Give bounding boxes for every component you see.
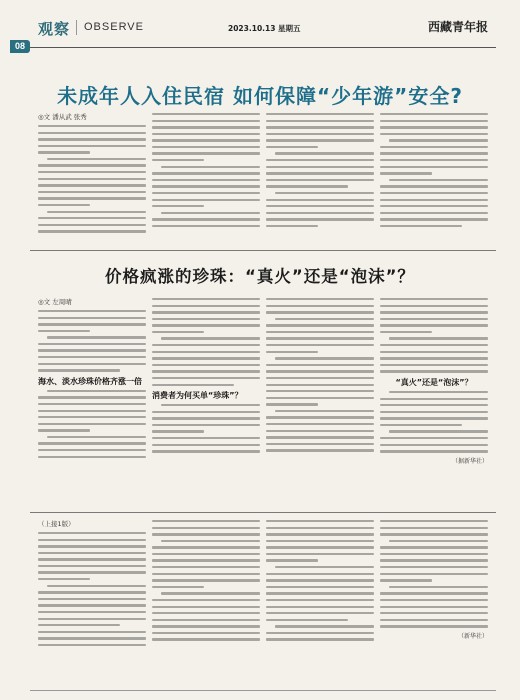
body-text-line xyxy=(380,612,488,614)
body-text-line xyxy=(266,403,318,405)
body-text-line xyxy=(266,619,348,621)
body-text-line xyxy=(266,436,374,438)
body-text-line xyxy=(380,133,488,135)
body-text-line xyxy=(266,113,374,115)
issue-date: 2023.10.13 星期五 xyxy=(228,24,301,33)
article2-callout: “真火”还是“泡沫”？ xyxy=(395,377,473,387)
body-text-line xyxy=(380,566,488,568)
body-text-line xyxy=(380,424,462,426)
body-text-line xyxy=(266,199,374,201)
body-text-line xyxy=(38,545,146,547)
body-text-line xyxy=(266,212,374,214)
body-text-line xyxy=(266,324,374,326)
body-text-line xyxy=(380,199,488,201)
body-text-line xyxy=(266,384,374,386)
body-text-line xyxy=(152,113,260,115)
body-text-line xyxy=(266,559,318,561)
body-text-line xyxy=(266,533,374,535)
body-text-line xyxy=(380,212,488,214)
body-text-line xyxy=(152,632,260,634)
body-text-line xyxy=(380,305,488,307)
body-text-line xyxy=(38,184,146,186)
body-text-line xyxy=(266,520,374,522)
body-text-line xyxy=(380,218,488,220)
body-text-line xyxy=(380,370,488,372)
body-text-line xyxy=(152,298,260,300)
body-text-line xyxy=(152,424,260,426)
body-text-line xyxy=(152,370,260,372)
body-text-line xyxy=(152,384,234,386)
body-text-line xyxy=(152,638,260,640)
main-headline: 未成年人入住民宿 如何保障“少年游”安全? xyxy=(57,84,463,108)
body-text-line xyxy=(275,152,374,154)
body-text-line xyxy=(266,337,374,339)
body-text-line xyxy=(152,586,204,588)
body-text-line xyxy=(152,351,260,353)
body-text-line xyxy=(38,604,146,606)
body-text-line xyxy=(38,356,146,358)
page-bottom-rule xyxy=(30,690,496,691)
body-text-line xyxy=(266,377,374,379)
body-text-line xyxy=(266,606,374,608)
body-text-line xyxy=(38,571,146,573)
body-text-line xyxy=(380,364,488,366)
body-text-line xyxy=(38,644,146,646)
body-text-line xyxy=(152,179,260,181)
body-text-line xyxy=(266,146,318,148)
article3-end-mark: （新华社） xyxy=(457,632,488,640)
body-text-line xyxy=(266,638,374,640)
body-text-line xyxy=(38,539,146,541)
body-text-line xyxy=(38,343,146,345)
body-text-line xyxy=(38,423,146,425)
body-text-line xyxy=(266,546,374,548)
body-text-line xyxy=(38,611,146,613)
body-text-line xyxy=(152,573,260,575)
body-text-line xyxy=(380,298,488,300)
body-text-line xyxy=(266,612,374,614)
body-text-line xyxy=(152,612,260,614)
body-text-line xyxy=(266,416,374,418)
body-text-line xyxy=(152,318,260,320)
body-text-line xyxy=(266,179,374,181)
body-text-line xyxy=(266,370,374,372)
body-text-line xyxy=(152,566,260,568)
body-text-line xyxy=(389,430,488,432)
article2-end-mark: （据新华社） xyxy=(451,457,488,465)
body-text-line xyxy=(380,606,488,608)
body-text-line xyxy=(266,311,374,313)
body-text-line xyxy=(389,391,488,393)
body-text-line xyxy=(266,573,374,575)
body-text-line xyxy=(38,164,146,166)
body-text-line xyxy=(380,444,488,446)
body-text-line xyxy=(38,197,146,199)
section-title: 观察 xyxy=(38,20,71,38)
body-text-line xyxy=(266,364,374,366)
body-text-line xyxy=(266,423,374,425)
body-text-line xyxy=(161,212,260,214)
body-text-line xyxy=(152,120,260,122)
body-text-line xyxy=(380,324,488,326)
article3-column-1 xyxy=(38,520,146,650)
body-text-line xyxy=(152,520,260,522)
body-text-line xyxy=(152,527,260,529)
body-text-line xyxy=(266,449,374,451)
body-text-line xyxy=(152,172,260,174)
body-text-line xyxy=(275,410,374,412)
body-text-line xyxy=(380,619,488,621)
body-text-line xyxy=(380,192,488,194)
body-text-line xyxy=(266,331,374,333)
body-text-line xyxy=(38,151,90,153)
body-text-line xyxy=(266,430,374,432)
body-text-line xyxy=(38,330,90,332)
body-text-line xyxy=(152,218,260,220)
article2-column-1 xyxy=(38,298,146,462)
second-headline: 价格疯涨的珍珠：“真火”还是“泡沫”？ xyxy=(105,267,415,286)
body-text-line xyxy=(380,592,488,594)
body-text-line xyxy=(152,225,260,227)
body-text-line xyxy=(38,598,146,600)
body-text-line xyxy=(380,411,488,413)
body-text-line xyxy=(380,331,432,333)
article2-subhead-1: 海水、淡水珍珠价格齐涨一倍 xyxy=(38,376,142,386)
body-text-line xyxy=(152,364,260,366)
body-text-line xyxy=(266,351,318,353)
body-text-line xyxy=(266,166,374,168)
body-text-line xyxy=(152,437,260,439)
body-text-line xyxy=(38,591,146,593)
body-text-line xyxy=(275,192,374,194)
body-text-line xyxy=(266,586,374,588)
body-text-line xyxy=(152,619,260,621)
body-text-line xyxy=(380,533,488,535)
body-text-line xyxy=(380,185,488,187)
body-text-line xyxy=(380,152,488,154)
article3-lead-mark: （上接1版） xyxy=(38,520,75,528)
body-text-line xyxy=(161,166,260,168)
body-text-line xyxy=(161,592,260,594)
section-divider xyxy=(76,20,77,35)
body-text-line xyxy=(152,579,260,581)
body-text-line xyxy=(47,211,146,213)
body-text-line xyxy=(38,204,90,206)
body-text-line xyxy=(161,404,260,406)
body-text-line xyxy=(266,298,374,300)
body-text-line xyxy=(38,449,146,451)
body-text-line xyxy=(38,410,146,412)
body-text-line xyxy=(380,225,462,227)
body-text-line xyxy=(266,344,374,346)
body-text-line xyxy=(161,337,260,339)
body-text-line xyxy=(152,133,260,135)
body-text-line xyxy=(275,357,374,359)
body-text-line xyxy=(152,139,260,141)
body-text-line xyxy=(275,318,374,320)
body-text-line xyxy=(38,317,146,319)
body-text-line xyxy=(380,113,488,115)
body-text-line xyxy=(38,178,146,180)
body-text-line xyxy=(38,558,146,560)
body-text-line xyxy=(380,546,488,548)
body-text-line xyxy=(152,430,204,432)
body-text-line xyxy=(38,349,146,351)
body-text-line xyxy=(152,126,260,128)
body-text-line xyxy=(38,132,146,134)
body-text-line xyxy=(266,120,374,122)
body-text-line xyxy=(38,565,146,567)
body-text-line xyxy=(266,172,374,174)
body-text-line xyxy=(152,311,260,313)
body-text-line xyxy=(380,146,488,148)
section-divider-1 xyxy=(30,250,496,251)
body-text-line xyxy=(38,456,146,458)
body-text-line xyxy=(266,139,374,141)
body-text-line xyxy=(380,417,488,419)
body-text-line xyxy=(38,429,90,431)
body-text-line xyxy=(266,305,374,307)
body-text-line xyxy=(152,159,204,161)
body-text-line xyxy=(266,205,374,207)
body-text-line xyxy=(380,404,488,406)
body-text-line xyxy=(380,166,488,168)
article1-byline: ◎文 潘从武 张秀 xyxy=(38,113,87,121)
body-text-line xyxy=(38,224,146,226)
body-text-line xyxy=(389,540,488,542)
body-text-line xyxy=(266,133,374,135)
article3-column-3 xyxy=(266,520,374,645)
body-text-line xyxy=(380,172,432,174)
article1-column-4 xyxy=(380,113,488,231)
body-text-line xyxy=(380,398,488,400)
body-text-line xyxy=(152,599,260,601)
body-text-line xyxy=(38,217,146,219)
newspaper-brand: 西藏青年报 xyxy=(427,20,488,34)
article3-column-2 xyxy=(152,520,260,645)
body-text-line xyxy=(152,146,260,148)
body-text-line xyxy=(266,185,348,187)
body-text-line xyxy=(38,552,146,554)
body-text-line xyxy=(152,559,260,561)
body-text-line xyxy=(38,416,146,418)
body-text-line xyxy=(380,573,488,575)
body-text-line xyxy=(152,625,260,627)
body-text-line xyxy=(152,192,260,194)
body-text-line xyxy=(389,139,488,141)
body-text-line xyxy=(266,225,318,227)
body-text-line xyxy=(380,311,488,313)
body-text-line xyxy=(47,585,146,587)
article1-column-2 xyxy=(152,113,260,231)
body-text-line xyxy=(38,125,146,127)
body-text-line xyxy=(380,318,488,320)
body-text-line xyxy=(266,579,374,581)
body-text-line xyxy=(380,520,488,522)
body-text-line xyxy=(152,185,260,187)
body-text-line xyxy=(152,324,260,326)
body-text-line xyxy=(266,553,374,555)
body-text-line xyxy=(38,618,146,620)
body-text-line xyxy=(380,357,488,359)
body-text-line xyxy=(380,437,488,439)
body-text-line xyxy=(266,592,374,594)
body-text-line xyxy=(380,205,488,207)
body-text-line xyxy=(275,625,374,627)
section-title-en: OBSERVE xyxy=(84,21,144,33)
article2-column-2 xyxy=(152,298,260,457)
body-text-line xyxy=(152,152,260,154)
body-text-line xyxy=(152,553,260,555)
body-text-line xyxy=(266,390,374,392)
body-text-line xyxy=(38,532,146,534)
body-text-line xyxy=(161,540,260,542)
body-text-line xyxy=(38,230,146,232)
body-text-line xyxy=(152,411,260,413)
body-text-line xyxy=(266,397,374,399)
body-text-line xyxy=(47,336,146,338)
body-text-line xyxy=(389,179,488,181)
body-text-line xyxy=(380,450,488,452)
body-text-line xyxy=(38,637,146,639)
body-text-line xyxy=(266,159,374,161)
body-text-line xyxy=(47,158,146,160)
body-text-line xyxy=(38,191,146,193)
body-text-line xyxy=(380,599,488,601)
body-text-line xyxy=(152,444,260,446)
body-text-line xyxy=(152,357,260,359)
body-text-line xyxy=(380,351,488,353)
body-text-line xyxy=(275,566,374,568)
body-text-line xyxy=(380,579,432,581)
body-text-line xyxy=(152,533,260,535)
body-text-line xyxy=(266,540,374,542)
article2-subhead-2: 消费者为何买单“珍珠”？ xyxy=(152,391,243,401)
body-text-line xyxy=(38,310,146,312)
body-text-line xyxy=(38,403,146,405)
body-text-line xyxy=(380,553,488,555)
body-text-line xyxy=(47,436,146,438)
body-text-line xyxy=(389,586,488,588)
article2-column-3 xyxy=(266,298,374,456)
body-text-line xyxy=(266,599,374,601)
body-text-line xyxy=(266,632,374,634)
body-text-line xyxy=(380,344,488,346)
body-text-line xyxy=(266,527,374,529)
article1-column-3 xyxy=(266,113,374,231)
body-text-line xyxy=(38,624,120,626)
body-text-line xyxy=(152,331,204,333)
body-text-line xyxy=(38,138,146,140)
body-text-line xyxy=(380,527,488,529)
article2-byline: ◎文 左周晴 xyxy=(38,298,72,306)
body-text-line xyxy=(152,546,260,548)
body-text-line xyxy=(38,369,120,371)
body-text-line xyxy=(266,218,374,220)
body-text-line xyxy=(38,323,146,325)
body-text-line xyxy=(38,363,146,365)
body-text-line xyxy=(38,396,146,398)
article3-column-4 xyxy=(380,520,488,641)
body-text-line xyxy=(152,450,260,452)
body-text-line xyxy=(38,145,146,147)
body-text-line xyxy=(380,559,488,561)
body-text-line xyxy=(38,442,146,444)
body-text-line xyxy=(380,126,488,128)
body-text-line xyxy=(38,631,146,633)
body-text-line xyxy=(266,126,374,128)
article1-column-1 xyxy=(38,113,146,237)
body-text-line xyxy=(152,305,260,307)
page-number-badge: 08 xyxy=(10,40,30,53)
body-text-line xyxy=(152,199,260,201)
body-text-line xyxy=(152,606,260,608)
body-text-line xyxy=(380,625,488,627)
body-text-line xyxy=(47,390,146,392)
body-text-line xyxy=(389,337,488,339)
body-text-line xyxy=(38,578,90,580)
body-text-line xyxy=(380,120,488,122)
body-text-line xyxy=(152,417,260,419)
page-masthead xyxy=(0,14,520,52)
body-text-line xyxy=(152,205,204,207)
body-text-line xyxy=(152,377,260,379)
section-divider-2 xyxy=(30,512,496,513)
body-text-line xyxy=(380,159,488,161)
body-text-line xyxy=(38,171,146,173)
masthead-rule xyxy=(30,47,496,48)
article2-column-4 xyxy=(380,298,488,466)
body-text-line xyxy=(266,443,374,445)
body-text-line xyxy=(152,344,260,346)
